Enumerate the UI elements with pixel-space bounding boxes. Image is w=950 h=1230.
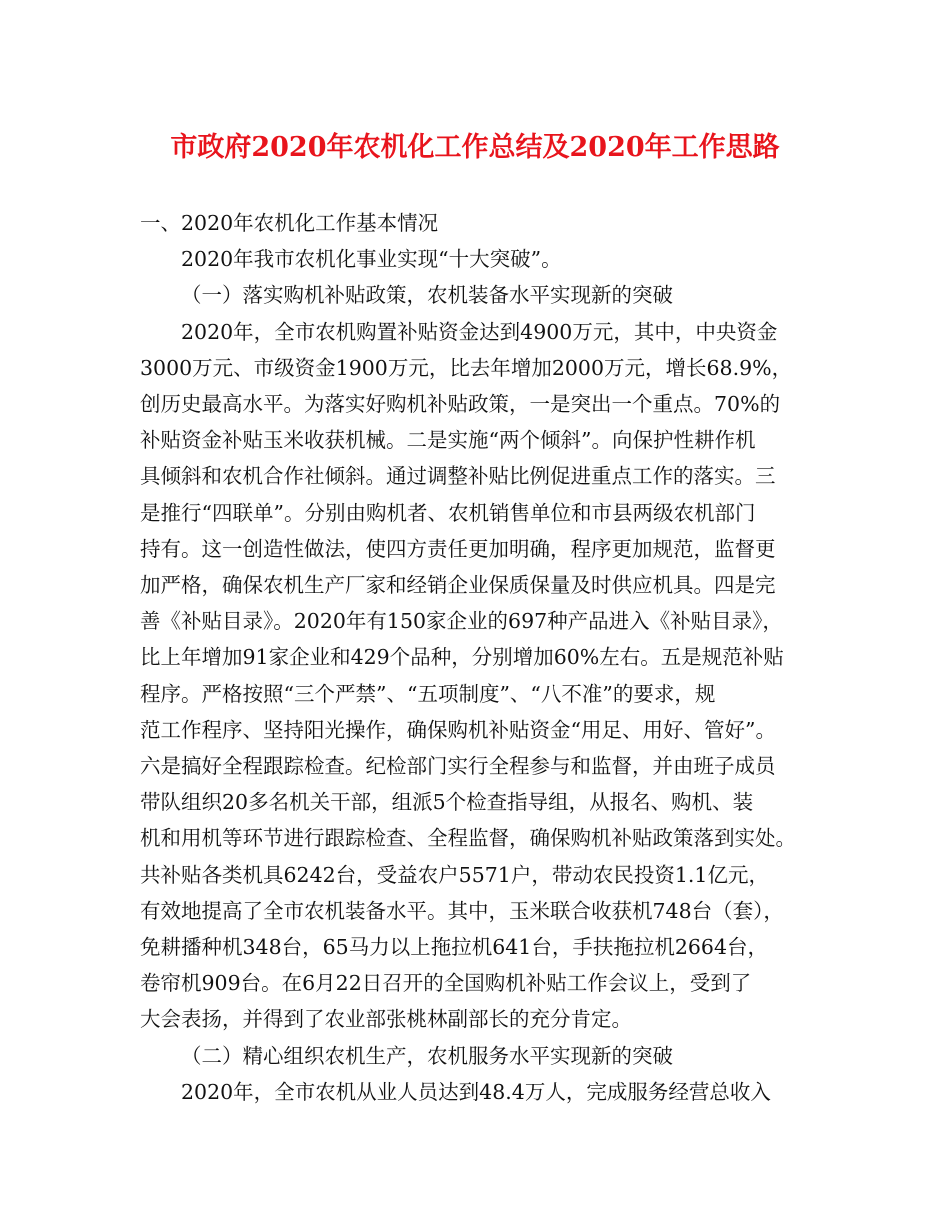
text-line: 带队组织20多名机关干部，组派5个检查指导组，从报名、购机、装: [140, 790, 754, 815]
text-line: 2020年，全市农机从业人员达到48.4万人，完成服务经营总收入: [181, 1079, 771, 1104]
text-line: 共补贴各类机具6242台，受益农户5571户，带动农民投资1.1亿元，: [140, 862, 769, 887]
text-line: 补贴资金补贴玉米收获机械。二是实施“两个倾斜”。向保护性耕作机: [140, 428, 756, 453]
text-line: 卷帘机909台。在6月22日召开的全国购机补贴工作会议上，受到了: [140, 971, 752, 996]
text-line: 六是搞好全程跟踪检查。纪检部门实行全程参与和监督，并由班子成员: [140, 754, 776, 779]
text-line: （一）落实购机补贴政策，农机装备水平实现新的突破: [181, 283, 673, 308]
text-line: 2020年我市农机化事业实现“十大突破”。: [181, 247, 562, 272]
text-line: 程序。严格按照“三个严禁”、“五项制度”、“八不准”的要求，规: [140, 681, 716, 706]
document-body: [140, 205, 830, 1110]
text-line: 机和用机等环节进行跟踪检查、全程监督，确保购机补贴政策落到实处。: [140, 826, 796, 851]
text-line: 比上年增加91家企业和429个品种，分别增加60%左右。五是规范补贴: [140, 645, 784, 670]
document-title: 市政府2020年农机化工作总结及2020年工作思路: [170, 132, 780, 163]
text-line: 是推行“四联单”。分别由购机者、农机销售单位和市县两级农机部门: [140, 500, 756, 525]
text-line: 3000万元、市级资金1900万元，比去年增加2000万元，增长68.9%，: [140, 355, 793, 380]
text-line: 一、2020年农机化工作基本情况: [140, 211, 439, 235]
text-line: 具倾斜和农机合作社倾斜。通过调整补贴比例促进重点工作的落实。三: [140, 464, 776, 489]
text-line: 免耕播种机348台，65马力以上拖拉机641台，手扶拖拉机2664台，: [140, 935, 769, 960]
text-line: 持有。这一创造性做法，使四方责任更加明确，程序更加规范，监督更: [140, 536, 776, 561]
text-line: （二）精心组织农机生产，农机服务水平实现新的突破: [181, 1043, 673, 1068]
text-line: 创历史最高水平。为落实好购机补贴政策，一是突出一个重点。70%的: [140, 392, 781, 417]
text-line: 加严格，确保农机生产厂家和经销企业保质保量及时供应机具。四是完: [140, 573, 776, 598]
text-line: 大会表扬，并得到了农业部张桃林副部长的充分肯定。: [140, 1007, 632, 1032]
text-line: 2020年，全市农机购置补贴资金达到4900万元，其中，中央资金: [181, 319, 778, 344]
text-line: 范工作程序、坚持阳光操作，确保购机补贴资金“用足、用好、管好”。: [140, 717, 776, 742]
text-line: 有效地提高了全市农机装备水平。其中，玉米联合收获机748台（套），: [140, 898, 784, 923]
text-line: 善《补贴目录》。2020年有150家企业的697种产品进入《补贴目录》，: [140, 609, 783, 634]
